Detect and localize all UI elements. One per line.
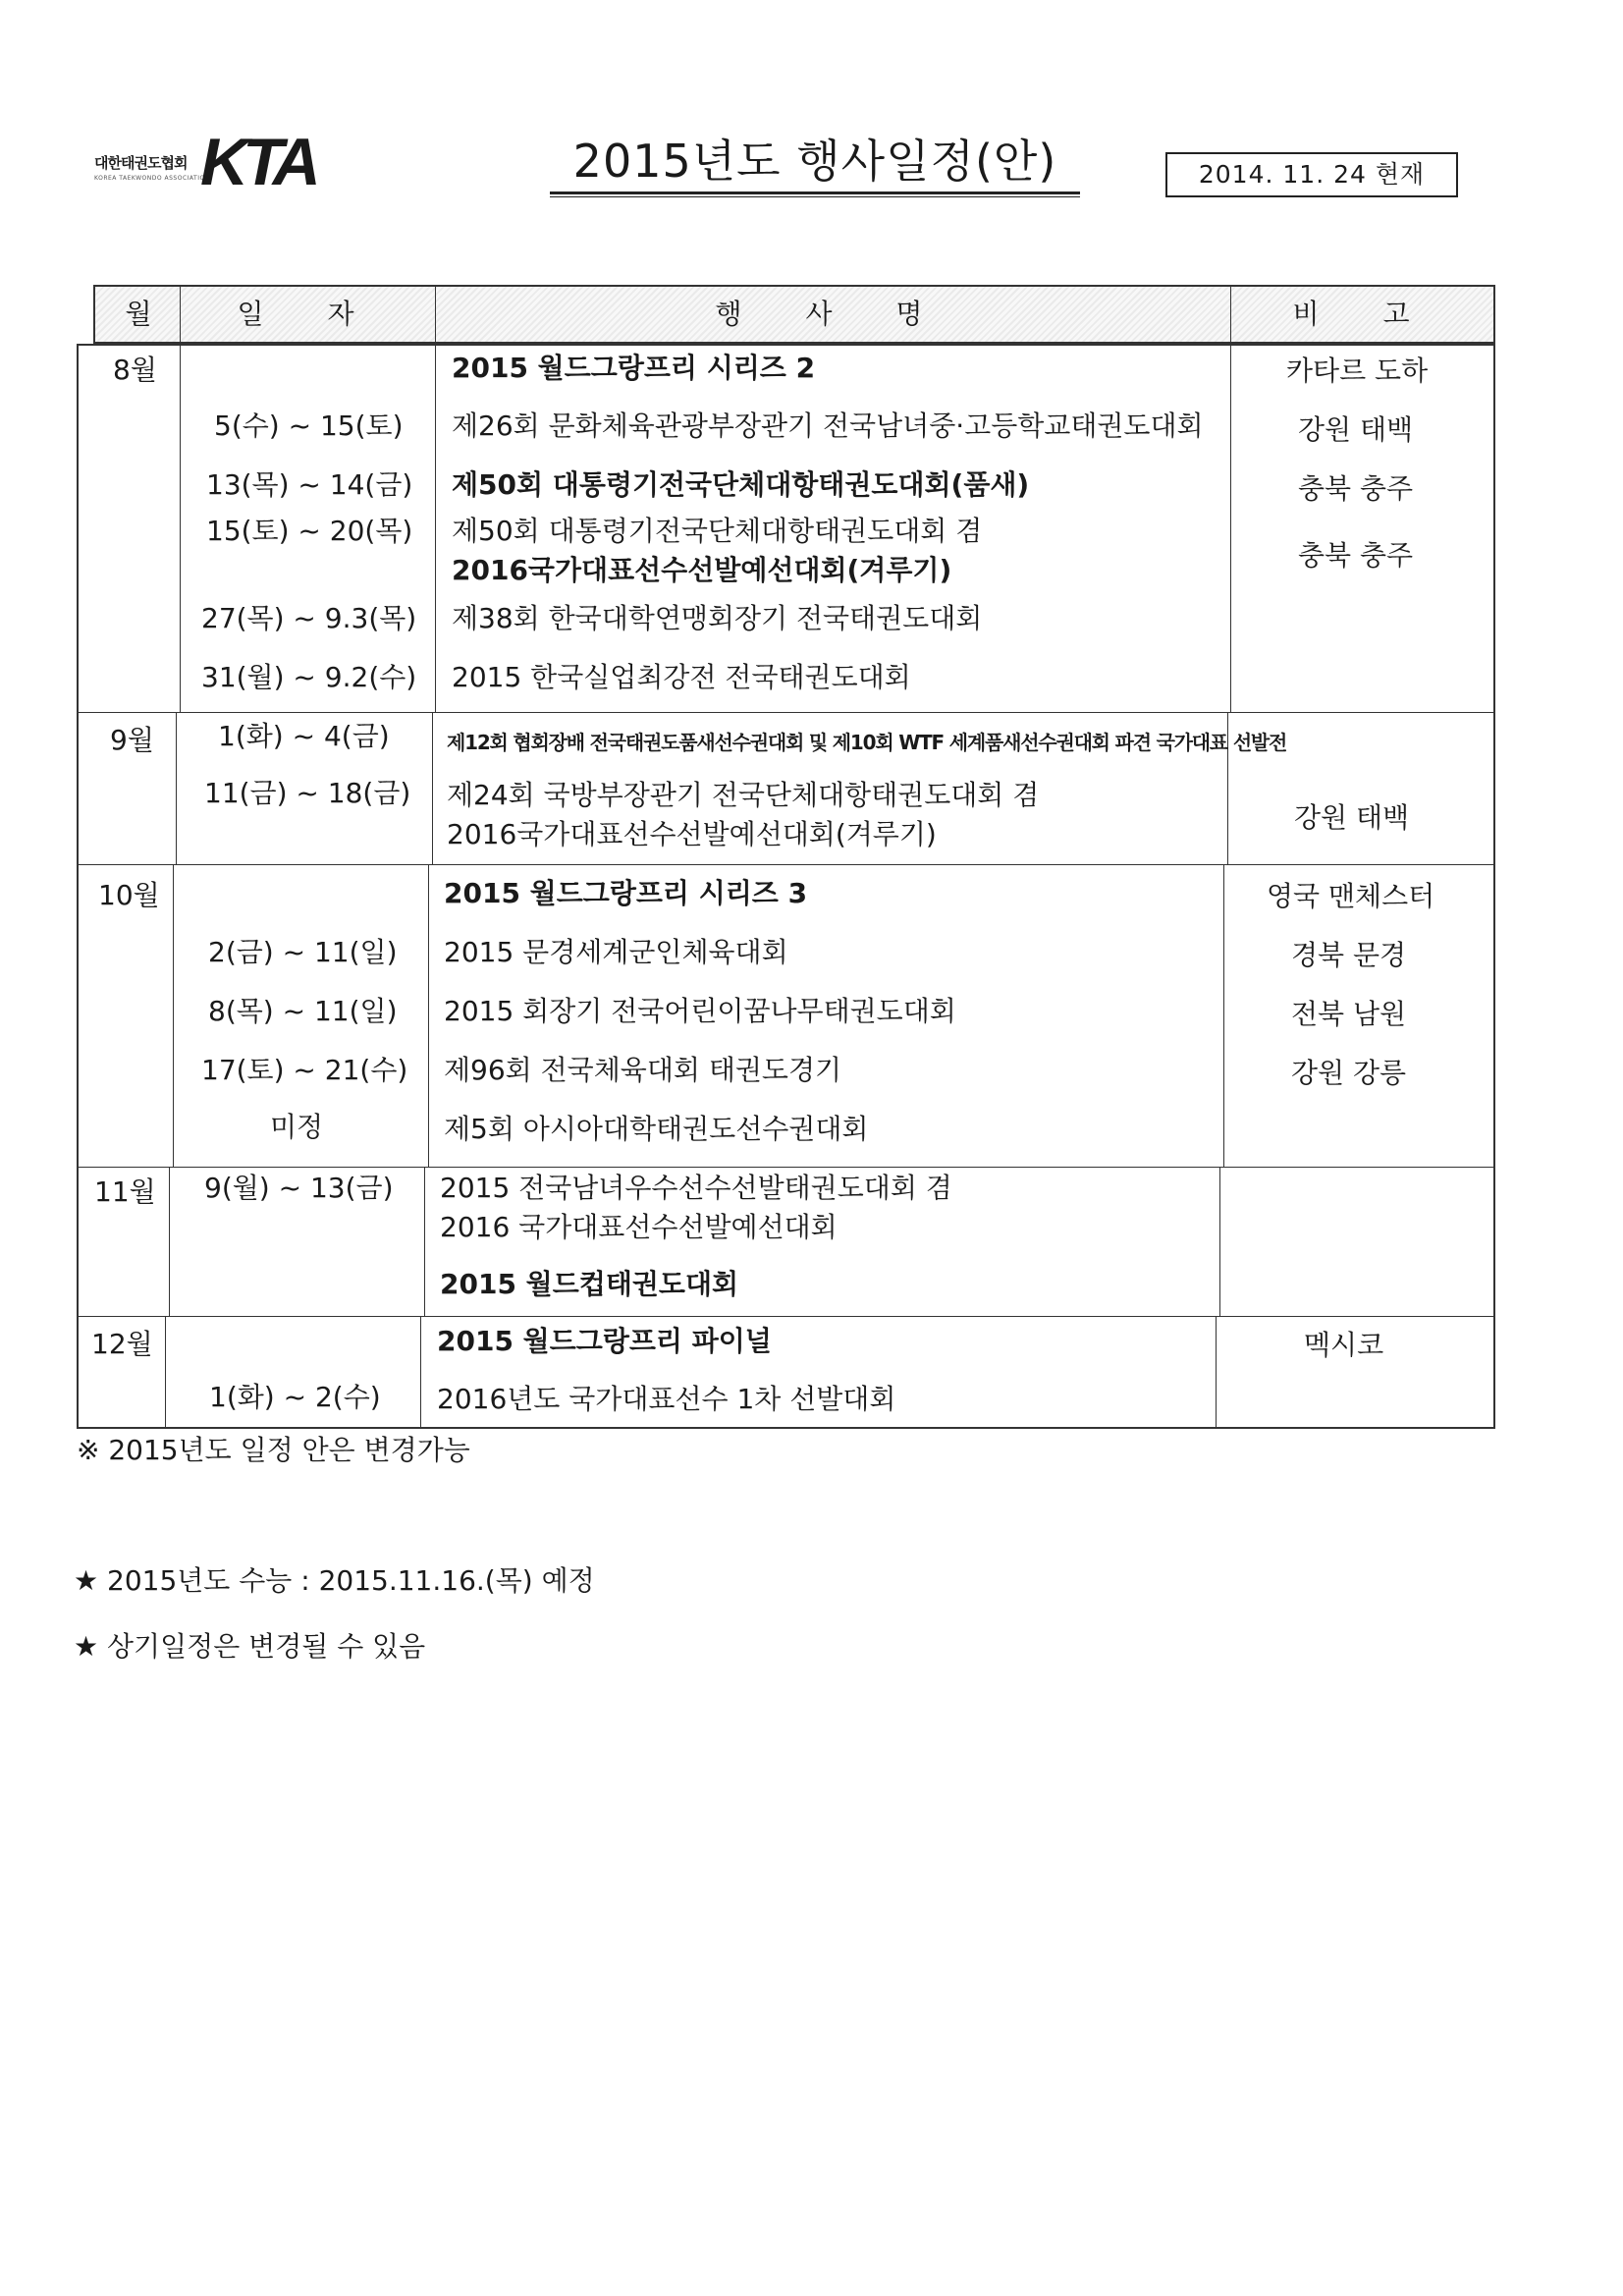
event-text-line2: 2016국가대표선수선발예선대회(겨루기) <box>447 818 937 850</box>
month-separator <box>77 864 1495 865</box>
event-text: 2015 회장기 전국어린이꿈나무태권도대회 <box>444 995 956 1027</box>
col-note: 비 고 <box>1292 298 1437 330</box>
title-underline <box>550 191 1080 197</box>
month-label: 10월 <box>98 879 160 911</box>
date-text: 27(목) ~ 9.3(목) <box>201 602 417 634</box>
col-line <box>1216 1316 1217 1429</box>
footnote: ※ 2015년도 일정 안은 변경가능 <box>77 1434 470 1466</box>
month-separator <box>77 1316 1495 1317</box>
event-text: 제50회 대통령기전국단체대항태권도대회 겸 <box>452 515 983 547</box>
month-separator <box>77 712 1495 713</box>
col-line <box>1230 344 1231 712</box>
event-text: 2016년도 국가대표선수 1차 선발대회 <box>437 1383 896 1415</box>
date-text: 1(화) ~ 2(수) <box>209 1381 381 1413</box>
month-separator <box>77 1167 1495 1168</box>
event-text: 제26회 문화체육관광부장관기 전국남녀중·고등학교태권도대회 <box>452 410 1204 442</box>
month-label: 12월 <box>91 1328 153 1360</box>
date-text: 5(수) ~ 15(토) <box>214 410 404 442</box>
event-text-line2: 2016 국가대표선수선발예선대회 <box>440 1211 838 1243</box>
date-text: 1(화) ~ 4(금) <box>218 720 390 752</box>
as-of-date: 2014. 11. 24 현재 <box>1165 152 1458 197</box>
col-date: 일 자 <box>237 298 382 330</box>
table-header <box>93 285 1495 344</box>
note-text: 경북 문경 <box>1291 939 1407 971</box>
col-line <box>1219 1167 1220 1316</box>
event-text: 2015 문경세계군인체육대회 <box>444 936 788 968</box>
org-name: 대한태권도협회 <box>94 154 188 172</box>
note-text: 강원 태백 <box>1294 801 1410 834</box>
month-label: 8월 <box>113 354 157 386</box>
event-text: 제12회 협회장배 전국태권도품새선수권대회 및 제10회 WTF 세계품새선수권대회 파견 국가대표 선발전 <box>447 731 1287 754</box>
page-title: 2015년도 행사일정(안) <box>572 135 1057 188</box>
event-text: 제38회 한국대학연맹회장기 전국태권도대회 <box>452 602 983 634</box>
month-label: 11월 <box>94 1175 156 1208</box>
col-line <box>424 1167 425 1316</box>
event-text: 제5회 아시아대학태권도선수권대회 <box>444 1113 869 1145</box>
event-text: 2015 월드그랑프리 파이널 <box>437 1325 772 1357</box>
col-line <box>176 712 177 864</box>
col-line <box>180 344 181 712</box>
date-text: 13(목) ~ 14(금) <box>206 468 413 501</box>
month-label: 9월 <box>110 724 154 756</box>
date-text: 15(토) ~ 20(목) <box>206 515 413 547</box>
header-divider <box>1230 285 1231 344</box>
note-line: ★ 상기일정은 변경될 수 있음 <box>74 1630 426 1663</box>
event-text: 2015 월드그랑프리 시리즈 3 <box>444 877 808 909</box>
col-line <box>1223 864 1224 1167</box>
event-text: 제50회 대통령기전국단체대항태권도대회(품새) <box>452 468 1030 501</box>
event-text: 2015 전국남녀우수선수선발태권도대회 겸 <box>440 1172 952 1204</box>
date-text: 미정 <box>270 1111 324 1143</box>
note-text: 충북 충주 <box>1298 472 1414 505</box>
note-text: 영국 맨체스터 <box>1267 880 1435 912</box>
date-text: 8(목) ~ 11(일) <box>208 995 398 1027</box>
kta-logo <box>86 125 322 199</box>
date-text: 11(금) ~ 18(금) <box>204 777 411 809</box>
col-month: 월 <box>125 298 152 330</box>
event-text: 2015 월드컵태권도대회 <box>440 1268 739 1300</box>
note-text: 강원 강릉 <box>1291 1057 1407 1089</box>
col-line <box>165 1316 166 1429</box>
col-line <box>432 712 433 864</box>
event-text: 2015 한국실업최강전 전국태권도대회 <box>452 661 911 693</box>
date-text: 31(월) ~ 9.2(수) <box>201 661 417 693</box>
event-text-line2: 2016국가대표선수선발예선대회(겨루기) <box>452 554 952 586</box>
col-line <box>420 1316 421 1429</box>
note-text: 멕시코 <box>1304 1329 1384 1361</box>
note-text: 강원 태백 <box>1298 413 1414 446</box>
event-text: 제96회 전국체육대회 태권도경기 <box>444 1054 842 1086</box>
col-line <box>169 1167 170 1316</box>
date-text: 9(월) ~ 13(금) <box>204 1172 394 1204</box>
event-text: 2015 월드그랑프리 시리즈 2 <box>452 352 816 384</box>
note-text: 전북 남원 <box>1291 998 1407 1030</box>
header-divider <box>435 285 436 344</box>
event-text: 제24회 국방부장관기 전국단체대항태권도대회 겸 <box>447 779 1040 811</box>
note-text: 카타르 도하 <box>1286 355 1429 387</box>
col-line <box>173 864 174 1167</box>
header-divider <box>180 285 181 344</box>
date-text: 2(금) ~ 11(일) <box>208 936 398 968</box>
note-line: ★ 2015년도 수능 : 2015.11.16.(목) 예정 <box>74 1564 595 1597</box>
col-line <box>435 344 436 712</box>
note-text: 충북 충주 <box>1298 539 1414 572</box>
date-text: 17(토) ~ 21(수) <box>201 1054 408 1086</box>
org-sub: KOREA TAEKWONDO ASSOCIATION <box>94 175 210 182</box>
col-line <box>428 864 429 1167</box>
kta-logo-text: KTA <box>200 125 315 199</box>
col-event: 행 사 명 <box>715 298 950 330</box>
